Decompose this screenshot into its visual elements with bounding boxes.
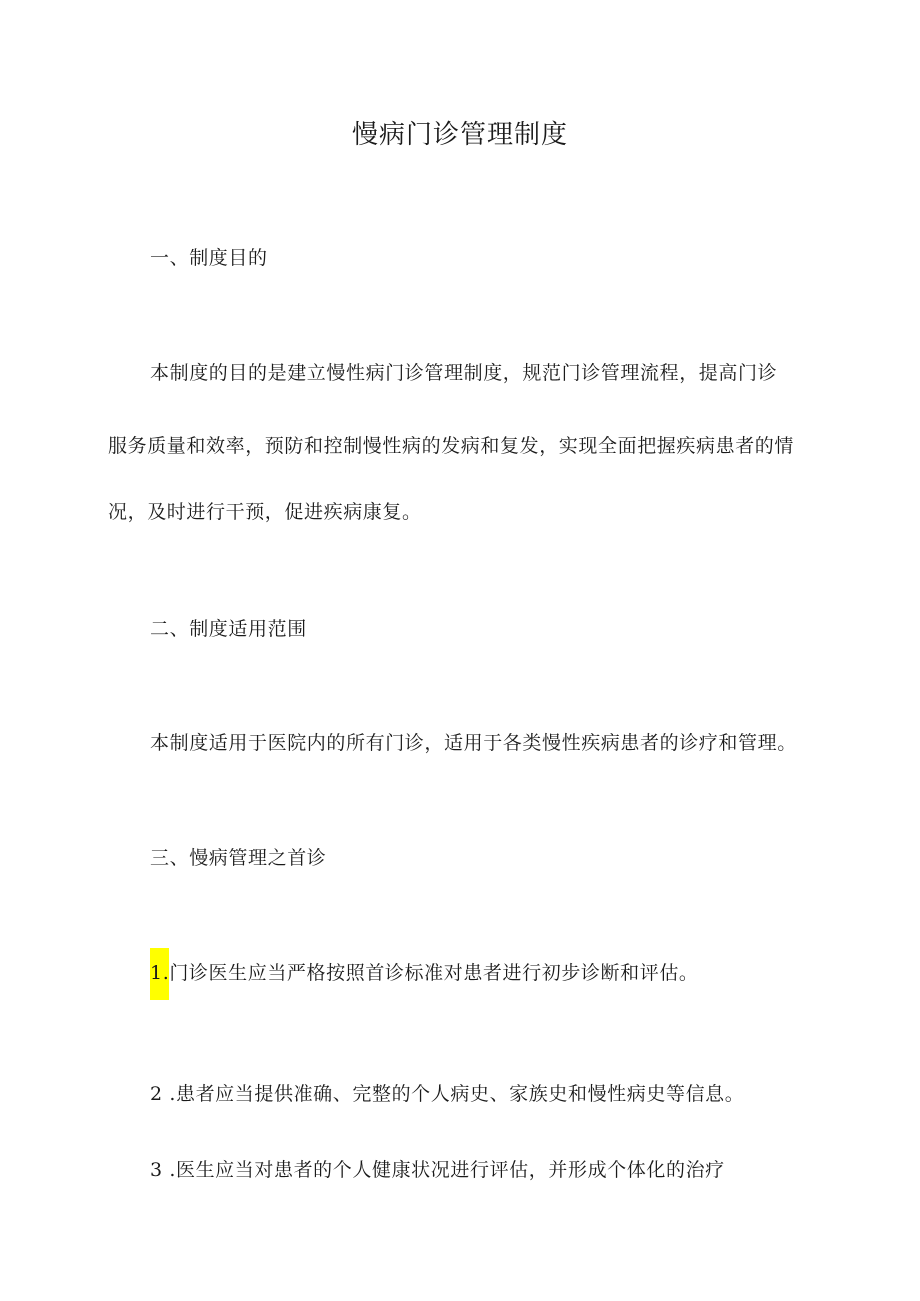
list-item-text: 医生应当对患者的个人健康状况进行评估，并形成个体化的治疗: [175, 1159, 725, 1181]
list-item-text: 门诊医生应当严格按照首诊标准对患者进行初步诊断和评估。: [169, 962, 699, 984]
paragraph-line: 况，及时进行干预，促进疾病康复。: [108, 501, 422, 523]
list-item-number: 2 .: [150, 1083, 176, 1105]
section-heading-2: 二、制度适用范围: [150, 618, 307, 640]
paragraph-line: 本制度适用于医院内的所有门诊，适用于各类慢性疾病患者的诊疗和管理。: [150, 732, 797, 754]
list-item-text: 患者应当提供准确、完整的个人病史、家族史和慢性病史等信息。: [175, 1083, 745, 1105]
list-item: [150, 1155, 725, 1182]
list-item-number: 3 .: [150, 1159, 176, 1181]
list-item: [150, 958, 699, 1000]
section-heading-1: 一、制度目的: [150, 247, 268, 269]
document-title: 慢病门诊管理制度: [351, 120, 568, 150]
list-item: [150, 1079, 744, 1106]
list-item-number-highlighted: 1.: [150, 948, 169, 1000]
section-heading-3: 三、慢病管理之首诊: [150, 847, 327, 869]
paragraph-line: 服务质量和效率，预防和控制慢性病的发病和复发，实现全面把握疾病患者的情: [108, 435, 795, 457]
paragraph-line: 本制度的目的是建立慢性病门诊管理制度，规范门诊管理流程，提高门诊: [150, 362, 778, 384]
